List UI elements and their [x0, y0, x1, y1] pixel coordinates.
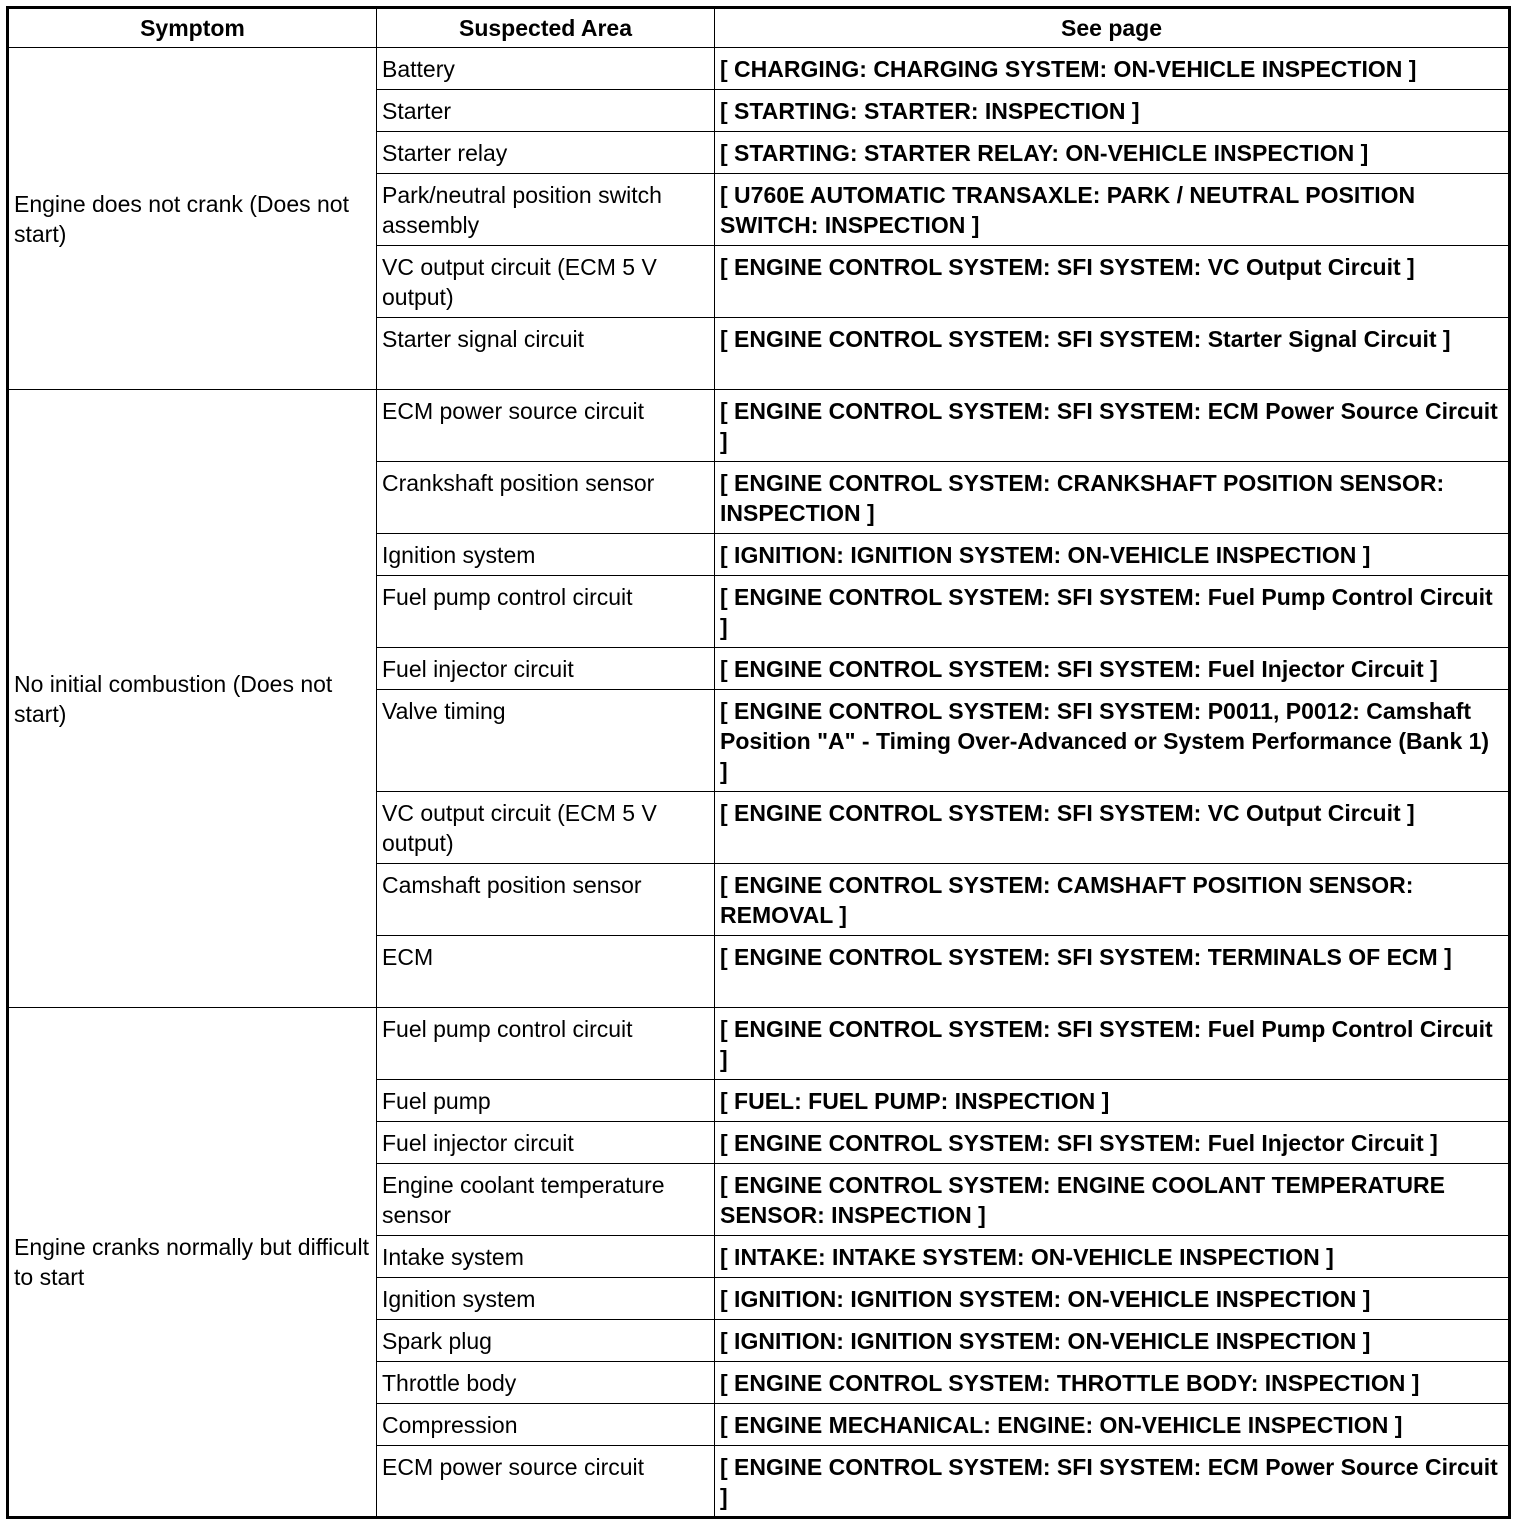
see-page-link[interactable]: [ STARTING: STARTER: INSPECTION ]	[715, 90, 1510, 132]
suspected-area-cell: Ignition system	[377, 1278, 715, 1320]
see-page-link[interactable]: [ ENGINE CONTROL SYSTEM: CRANKSHAFT POSITION SENSOR: INSPECTION ]	[715, 462, 1510, 534]
suspected-area-cell: Compression	[377, 1404, 715, 1446]
suspected-area-cell: Fuel injector circuit	[377, 648, 715, 690]
suspected-area-cell: Camshaft position sensor	[377, 864, 715, 936]
see-page-link[interactable]: [ ENGINE CONTROL SYSTEM: SFI SYSTEM: TERMINALS OF ECM ]	[715, 936, 1510, 1008]
see-page-link[interactable]: [ INTAKE: INTAKE SYSTEM: ON-VEHICLE INSPECTION ]	[715, 1236, 1510, 1278]
suspected-area-cell: Crankshaft position sensor	[377, 462, 715, 534]
troubleshooting-table	[6, 6, 1511, 1519]
see-page-link[interactable]: [ ENGINE CONTROL SYSTEM: CAMSHAFT POSITION SENSOR: REMOVAL ]	[715, 864, 1510, 936]
suspected-area-cell: Valve timing	[377, 690, 715, 792]
header-see-page: See page	[715, 8, 1510, 48]
suspected-area-cell: Intake system	[377, 1236, 715, 1278]
see-page-link[interactable]: [ FUEL: FUEL PUMP: INSPECTION ]	[715, 1080, 1510, 1122]
table-row	[8, 48, 1510, 90]
suspected-area-cell: Starter	[377, 90, 715, 132]
table-body	[8, 48, 1510, 1518]
see-page-link[interactable]: [ ENGINE CONTROL SYSTEM: SFI SYSTEM: Starter Signal Circuit ]	[715, 318, 1510, 390]
suspected-area-cell: Starter relay	[377, 132, 715, 174]
suspected-area-cell: Fuel pump control circuit	[377, 1008, 715, 1080]
see-page-link[interactable]: [ ENGINE CONTROL SYSTEM: SFI SYSTEM: ECM Power Source Circuit ]	[715, 390, 1510, 462]
table-row	[8, 390, 1510, 462]
table-row	[8, 1008, 1510, 1080]
header-row	[8, 8, 1510, 48]
suspected-area-cell: Throttle body	[377, 1362, 715, 1404]
see-page-link[interactable]: [ CHARGING: CHARGING SYSTEM: ON-VEHICLE INSPECTION ]	[715, 48, 1510, 90]
see-page-link[interactable]: [ ENGINE MECHANICAL: ENGINE: ON-VEHICLE INSPECTION ]	[715, 1404, 1510, 1446]
symptom-cell: No initial combustion (Does not start)	[8, 390, 377, 1008]
see-page-link[interactable]: [ ENGINE CONTROL SYSTEM: SFI SYSTEM: Fuel Pump Control Circuit ]	[715, 576, 1510, 648]
see-page-link[interactable]: [ U760E AUTOMATIC TRANSAXLE: PARK / NEUTRAL POSITION SWITCH: INSPECTION ]	[715, 174, 1510, 246]
suspected-area-cell: Spark plug	[377, 1320, 715, 1362]
suspected-area-cell: ECM	[377, 936, 715, 1008]
see-page-link[interactable]: [ ENGINE CONTROL SYSTEM: SFI SYSTEM: VC Output Circuit ]	[715, 246, 1510, 318]
see-page-link[interactable]: [ ENGINE CONTROL SYSTEM: SFI SYSTEM: ECM Power Source Circuit ]	[715, 1446, 1510, 1518]
suspected-area-cell: ECM power source circuit	[377, 1446, 715, 1518]
see-page-link[interactable]: [ ENGINE CONTROL SYSTEM: SFI SYSTEM: P0011, P0012: Camshaft Position "A" - Timing Over-Advanced or System Performance (Bank 1) ]	[715, 690, 1510, 792]
see-page-link[interactable]: [ ENGINE CONTROL SYSTEM: SFI SYSTEM: Fuel Injector Circuit ]	[715, 648, 1510, 690]
see-page-link[interactable]: [ ENGINE CONTROL SYSTEM: SFI SYSTEM: VC Output Circuit ]	[715, 792, 1510, 864]
see-page-link[interactable]: [ ENGINE CONTROL SYSTEM: THROTTLE BODY: INSPECTION ]	[715, 1362, 1510, 1404]
suspected-area-cell: Fuel pump control circuit	[377, 576, 715, 648]
suspected-area-cell: Engine coolant temperature sensor	[377, 1164, 715, 1236]
suspected-area-cell: VC output circuit (ECM 5 V output)	[377, 246, 715, 318]
see-page-link[interactable]: [ ENGINE CONTROL SYSTEM: SFI SYSTEM: Fuel Pump Control Circuit ]	[715, 1008, 1510, 1080]
see-page-link[interactable]: [ IGNITION: IGNITION SYSTEM: ON-VEHICLE INSPECTION ]	[715, 1278, 1510, 1320]
see-page-link[interactable]: [ STARTING: STARTER RELAY: ON-VEHICLE INSPECTION ]	[715, 132, 1510, 174]
suspected-area-cell: ECM power source circuit	[377, 390, 715, 462]
suspected-area-cell: Starter signal circuit	[377, 318, 715, 390]
suspected-area-cell: Fuel injector circuit	[377, 1122, 715, 1164]
header-suspected-area: Suspected Area	[377, 8, 715, 48]
symptom-cell: Engine cranks normally but difficult to start	[8, 1008, 377, 1518]
symptom-cell: Engine does not crank (Does not start)	[8, 48, 377, 390]
suspected-area-cell: VC output circuit (ECM 5 V output)	[377, 792, 715, 864]
suspected-area-cell: Ignition system	[377, 534, 715, 576]
see-page-link[interactable]: [ ENGINE CONTROL SYSTEM: SFI SYSTEM: Fuel Injector Circuit ]	[715, 1122, 1510, 1164]
suspected-area-cell: Park/neutral position switch assembly	[377, 174, 715, 246]
suspected-area-cell: Fuel pump	[377, 1080, 715, 1122]
see-page-link[interactable]: [ IGNITION: IGNITION SYSTEM: ON-VEHICLE INSPECTION ]	[715, 534, 1510, 576]
see-page-link[interactable]: [ ENGINE CONTROL SYSTEM: ENGINE COOLANT TEMPERATURE SENSOR: INSPECTION ]	[715, 1164, 1510, 1236]
see-page-link[interactable]: [ IGNITION: IGNITION SYSTEM: ON-VEHICLE INSPECTION ]	[715, 1320, 1510, 1362]
suspected-area-cell: Battery	[377, 48, 715, 90]
header-symptom: Symptom	[8, 8, 377, 48]
